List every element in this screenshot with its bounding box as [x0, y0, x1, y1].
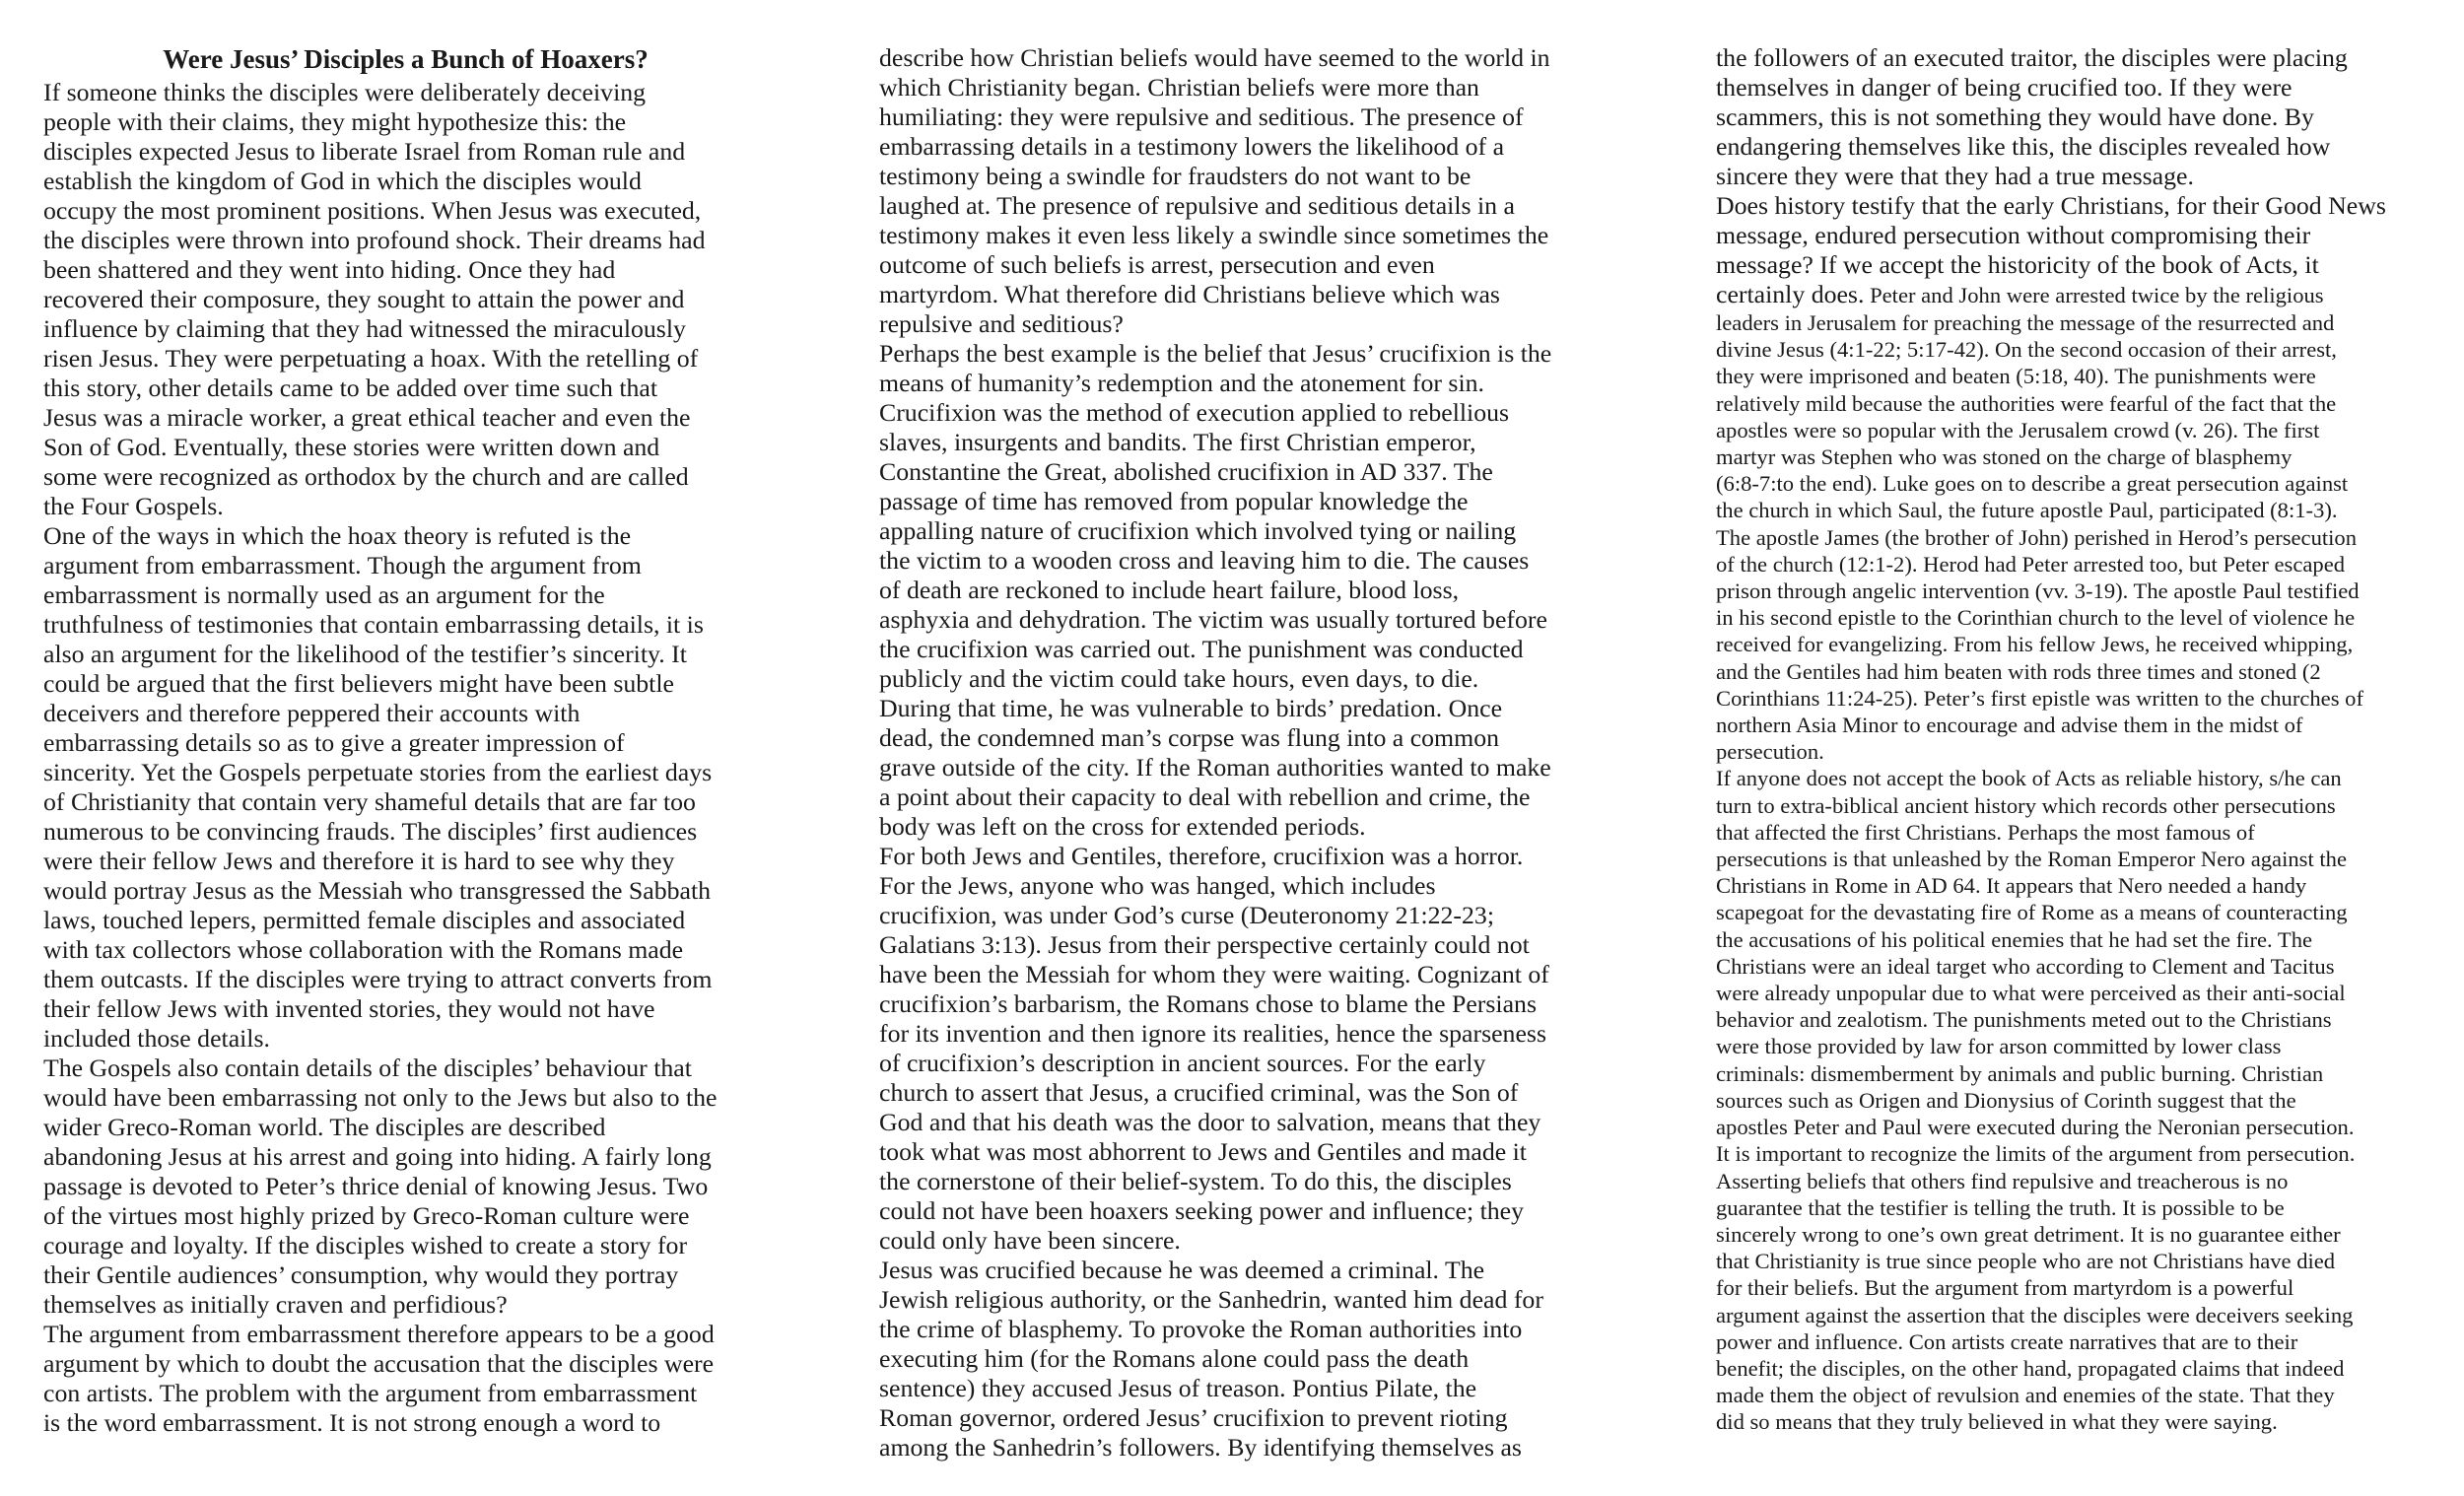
paragraph-mixed-size-line — [1716, 280, 2440, 309]
article-title: Were Jesus’ Disciples a Bunch of Hoaxers? — [163, 44, 649, 74]
paragraph-followers-of-traitor: the followers of an executed traitor, the disciples were placing themselves in danger of being crucified too. If they were scammers, this is not something they would have done. By endangering themselves like this, the disciples revealed how sincere they were that they had a true message. — [1716, 43, 2348, 190]
mixed-line-rest: Peter and John were arrested twice by the religious — [1864, 283, 2324, 307]
paragraph-argument-from-embarrassment: One of the ways in which the hoax theory is refuted is the argument from embarrassment. Though the argument from embarrassment is normally used as an argument for the truthfulness of testimonies that contain embarrassing details, it is also an argument for the likelihood of the testifier’s sincerity. It could be argued that the first believers might have been subtle deceivers and therefore peppered their accounts with embarrassing details so as to give a greater impression of sincerity. Yet the Gospels perpetuate stories from the earliest days of Christianity that contain very shameful details that are far too numerous to be convincing frauds. The disciples’ first audiences were their fellow Jews and therefore it is hard to see why they would portray Jesus as the Messiah who transgressed the Sabbath laws, touched lepers, permitted female disciples and associated with tax collectors whose collaboration with the Romans made them outcasts. If the disciples were trying to attract converts from their fellow Jews with invented stories, they would not have included those details. — [43, 521, 713, 1053]
mixed-line-lead: certainly does. — [1716, 280, 1865, 308]
paragraph-acts-persecutions: leaders in Jerusalem for preaching the message of the resurrected and divine Jesus (4:1-22; 5:17-42). On the second occasion of their arrest, they were imprisoned and beaten (5:18, 40). The punishments were relatively mild because the authorities were fearful of the fact that the apostles were so popular with the Jerusalem crowd (v. 26). The first martyr was Stephen who was stoned on the charge of blasphemy (6:8-7:to the end). Luke goes on to describe a great persecution against the church in which Saul, the future apostle Paul, participated (8:1-3). The apostle James (the brother of John) perished in Herod’s persecution of the church (12:1-2). Herod had Peter arrested too, but Peter escaped prison through angelic intervention (vv. 3-19). The apostle Paul testified in his second epistle to the Corinthian church to the level of violence he received for evangelizing. From his fellow Jews, he received whipping, and the Gentiles had him beaten with rods three times and stoned (2 Corinthians 11:24-25). Peter’s first epistle was written to the churches of northern Asia Minor to encourage and advise them in the midst of persecution. — [1716, 310, 2363, 765]
text-column-1 — [43, 43, 768, 1438]
paragraph-repulsive-seditious: describe how Christian beliefs would have seemed to the world in which Christianity began. Christian beliefs were more than humiliating: they were repulsive and seditious. The presence of embarrassing details in a testimony lowers the likelihood of a testimony being a swindle for fraudsters do not want to be laughed at. The presence of repulsive and seditious details in a testimony makes it even less likely a swindle since sometimes the outcome of such beliefs is arrest, persecution and even martyrdom. What therefore did Christians believe which was repulsive and seditious? — [879, 43, 1550, 338]
paragraph-jews-and-gentiles: For both Jews and Gentiles, therefore, crucifixion was a horror. For the Jews, anyone who was hanged, which includes crucifixion, was under God’s curse (Deuteronomy 21:22-23; Galatians 3:13). Jesus from their perspective certainly could not have been the Messiah for whom they were waiting. Cognizant of crucifixion’s barbarism, the Romans chose to blame the Persians for its invention and then ignore its realities, hence the sparseness of crucifixion’s description in ancient sources. For the early church to assert that Jesus, a crucified criminal, was the Son of God and that his death was the door to salvation, means that they took what was most abhorrent to Jews and Gentiles and made it the cornerstone of their belief-system. To do this, the disciples could not have been hoaxers seeking power and influence; they could only have been sincere. — [879, 842, 1549, 1255]
paragraph-disciples-behaviour: The Gospels also contain details of the disciples’ behaviour that would have been embarrassing not only to the Jews but also to the wider Greco-Roman world. The disciples are described abandoning Jesus at his arrest and going into hiding. A fairly long passage is devoted to Peter’s thrice denial of knowing Jesus. Two of the virtues most highly prized by Greco-Roman culture were courage and loyalty. If the disciples wished to create a story for their Gentile audiences’ consumption, why would they portray themselves as initially craven and perfidious? — [43, 1054, 718, 1319]
text-column-2 — [879, 43, 1604, 1462]
paragraph-history-testify: Does history testify that the early Christians, for their Good News message, endured persecution without compromising their message? If we accept the historicity of the book of Acts, it — [1716, 191, 2386, 279]
paragraph-crucifixion-description: Perhaps the best example is the belief that Jesus’ crucifixion is the means of humanity’s redemption and the atonement for sin. Crucifixion was the method of execution applied to rebellious slaves, insurgents and bandits. The first Christian emperor, Constantine the Great, abolished crucifixion in AD 337. The passage of time has removed from popular knowledge the appalling nature of crucifixion which involved tying or nailing the victim to a wooden cross and leaving him to die. The causes of death are reckoned to include heart failure, blood loss, asphyxia and dehydration. The victim was usually tortured before the crucifixion was carried out. The punishment was conducted publicly and the victim could take hours, even days, to die. During that time, he was vulnerable to birds’ predation. Once dead, the condemned man’s corpse was flung into a common grave outside of the city. If the Roman authorities wanted to make a point about their capacity to deal with rebellion and crime, the body was left on the cross for extended periods. — [879, 339, 1552, 841]
paragraph-hoax-hypothesis: If someone thinks the disciples were deliberately deceiving people with their claims, they might hypothesize this: the disciples expected Jesus to liberate Israel from Roman rule and establish the kingdom of God in which the disciples would occupy the most prominent positions. When Jesus was executed, the disciples were thrown into profound shock. Their dreams had been shattered and they went into hiding. Once they had recovered their composure, they sought to attain the power and influence by claiming that they had witnessed the miraculously risen Jesus. They were perpetuating a hoax. With the retelling of this story, other details came to be added over time such that Jesus was a miracle worker, a great ethical teacher and even the Son of God. Eventually, these stories were written down and some were recognized as orthodox by the church and are called the Four Gospels. — [43, 78, 706, 520]
paragraph-limits-of-argument: It is important to recognize the limits of the argument from persecution. Asserting beliefs that others find repulsive and treacherous is no guarantee that the testifier is telling the truth. It is possible to be sincerely wrong to one’s own great detriment. It is no guarantee either that Christianity is true since people who are not Christians have died for their beliefs. But the argument from martyrdom is a powerful argument against the assertion that the disciples were deceivers seeking power and influence. Con artists create narratives that are to their benefit; the disciples, on the other hand, propagated claims that indeed made them the object of revulsion and enemies of the state. That they did so means that they truly believed in what they were saying. — [1716, 1141, 2356, 1435]
text-column-3 — [1716, 43, 2440, 1436]
paragraph-jesus-crucified-criminal: Jesus was crucified because he was deemed a criminal. The Jewish religious authority, or the Sanhedrin, wanted him dead for the crime of blasphemy. To provoke the Roman authorities into executing him (for the Romans alone could pass the death sentence) they accused Jesus of treason. Pontius Pilate, the Roman governor, ordered Jesus’ crucifixion to prevent rioting among the Sanhedrin’s followers. By identifying themselves as — [879, 1256, 1543, 1462]
paragraph-embarrassment-conclusion: The argument from embarrassment therefore appears to be a good argument by which to doubt the accusation that the disciples were con artists. The problem with the argument from embarrassment is the word embarrassment. It is not strong enough a word to — [43, 1320, 715, 1437]
paragraph-extra-biblical-history: If anyone does not accept the book of Acts as reliable history, s/he can turn to extra-biblical ancient history which records other persecutions that affected the first Christians. Perhaps the most famous of persecutions is that unleashed by the Roman Emperor Nero against the Christians in Rome in AD 64. It appears that Nero needed a handy scapegoat for the devastating fire of Rome as a means of counteracting the accusations of his political enemies that he had set the fire. The Christians were an ideal target who according to Clement and Tacitus were already unpopular due to what were perceived as their anti-social behavior and zealotism. The punishments meted out to the Christians were those provided by law for arson committed by lower class criminals: dismemberment by animals and public burning. Christian sources such as Origen and Dionysius of Corinth suggest that the apostles Peter and Paul were executed during the Neronian persecution. — [1716, 766, 2355, 1140]
